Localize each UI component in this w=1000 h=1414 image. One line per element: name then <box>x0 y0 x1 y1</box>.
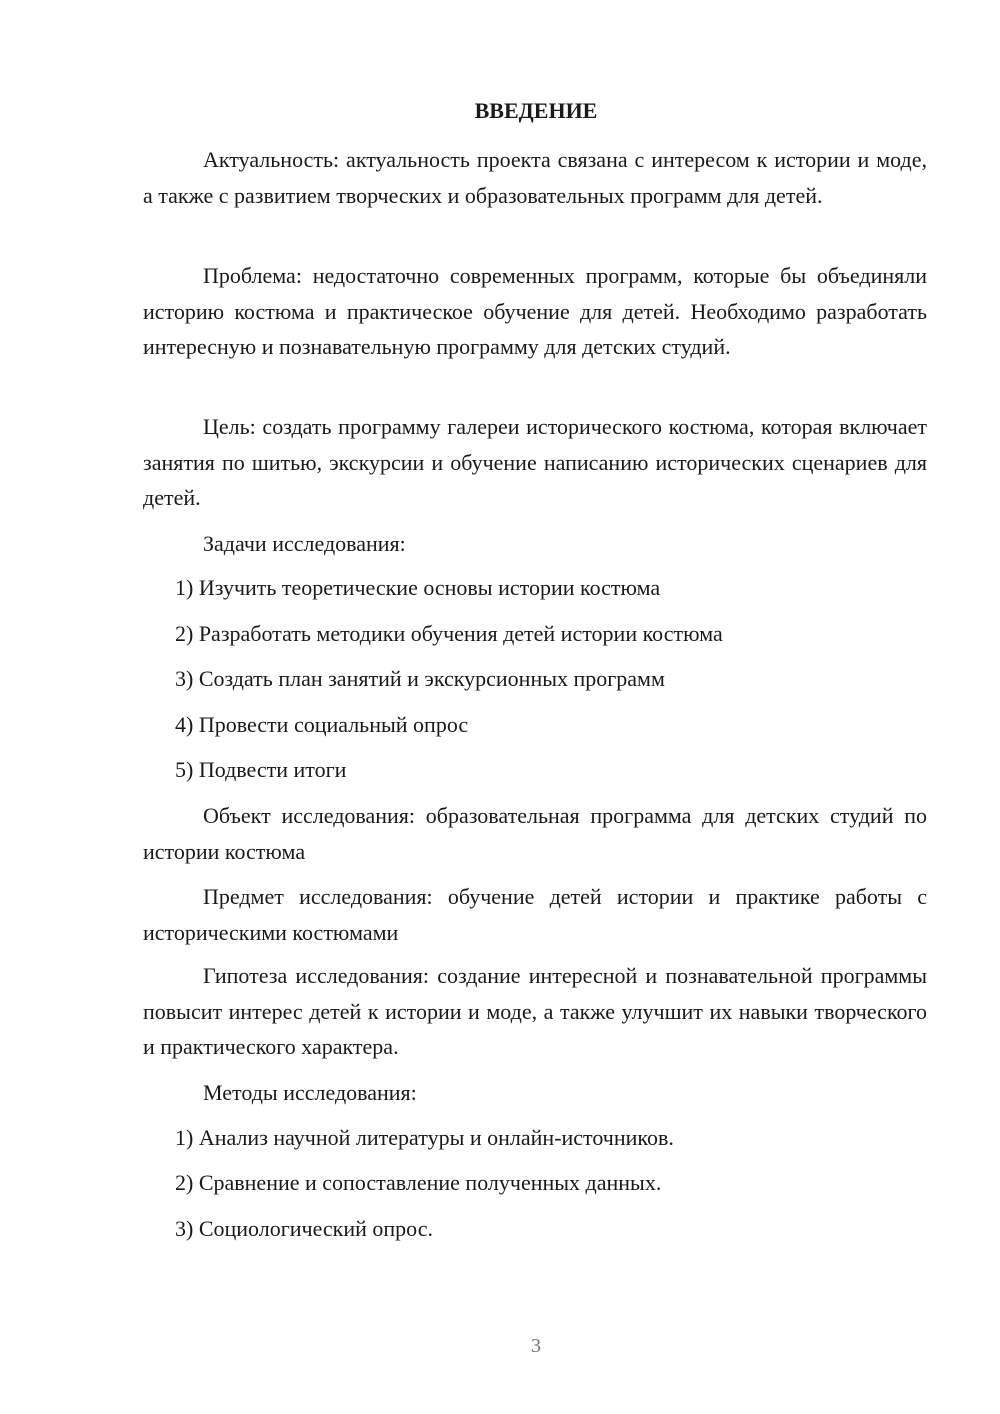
methods-heading: Методы исследования: <box>203 1080 417 1105</box>
task-item: 1) Изучить теоретические основы истории костюма <box>175 575 661 600</box>
paragraph-object: Объект исследования: образовательная программа для детских студий по истории костюма <box>143 803 927 864</box>
task-item: 5) Подвести итоги <box>175 757 347 782</box>
page-title: ВВЕДЕНИЕ <box>474 98 598 123</box>
method-item: 2) Сравнение и сопоставление полученных данных. <box>175 1170 662 1195</box>
paragraph-problem: Проблема: недостаточно современных программ, которые бы объединяли историю костюма и практическое обучение для детей. Необходимо разработать интересную и познавательную программу для детских студий. <box>143 263 927 359</box>
method-item: 3) Социологический опрос. <box>175 1216 433 1241</box>
task-item: 4) Провести социальный опрос <box>175 712 469 737</box>
task-item: 3) Создать план занятий и экскурсионных программ <box>175 666 665 691</box>
tasks-heading: Задачи исследования: <box>203 531 406 556</box>
paragraph-goal: Цель: создать программу галереи исторического костюма, которая включает занятия по шитью, экскурсии и обучение написанию исторических сценариев для детей. <box>143 414 927 510</box>
paragraph-hypothesis: Гипотеза исследования: создание интересной и познавательной программы повысит интерес детей к истории и моде, а также улучшит их навыки творческого и практического характера. <box>143 963 927 1059</box>
method-item: 1) Анализ научной литературы и онлайн-источников. <box>175 1125 674 1150</box>
task-item: 2) Разработать методики обучения детей истории костюма <box>175 621 723 646</box>
page-number: 3 <box>531 1335 541 1357</box>
paragraph-relevance: Актуальность: актуальность проекта связана с интересом к истории и моде, а также с развитием творческих и образовательных программ для детей. <box>143 147 927 208</box>
paragraph-subject: Предмет исследования: обучение детей истории и практике работы с историческими костюмами <box>143 884 927 945</box>
